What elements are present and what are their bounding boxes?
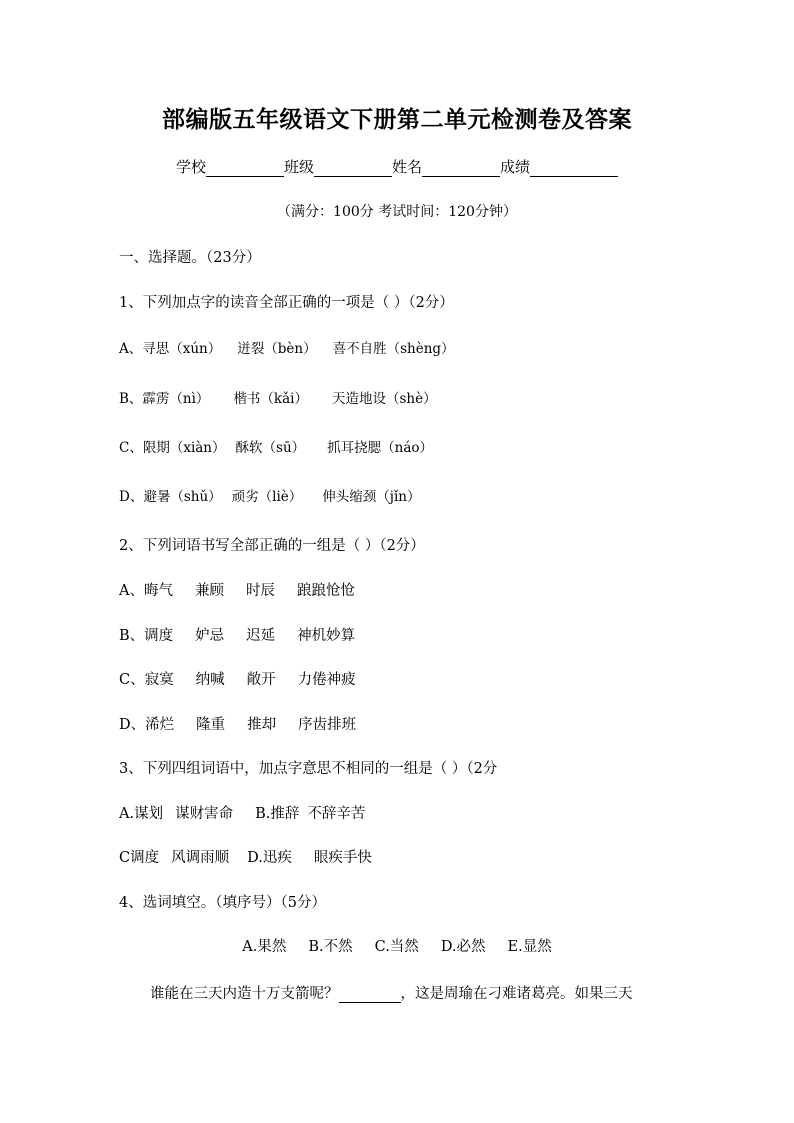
- word-option: A.果然: [242, 939, 287, 955]
- option-text: A、寻思（xún）: [119, 341, 222, 357]
- grade-blank: [530, 160, 618, 177]
- q1-option-b: [119, 387, 437, 407]
- class-blank: [314, 160, 392, 177]
- q3-row-1: [119, 802, 365, 823]
- option-text: C、寂寞: [119, 672, 174, 688]
- q3-row-2: [119, 846, 372, 867]
- option-text: 妒忌: [195, 628, 225, 644]
- q2-option-c: [119, 668, 356, 689]
- option-text: D、避暑（shǔ）: [119, 489, 222, 505]
- grade-label: 成绩: [500, 158, 531, 176]
- score-time-line: （满分：100分 考试时间：120分钟）: [277, 204, 517, 220]
- option-text: 楷书（kǎi）: [233, 391, 308, 407]
- option-text: 天造地设（shè）: [331, 391, 437, 407]
- option-text: 不辞辛苦: [307, 806, 366, 822]
- word-option: E.显然: [507, 939, 552, 955]
- class-label: 班级: [283, 158, 314, 176]
- q4-word-options: [0, 935, 794, 956]
- name-blank: [422, 160, 500, 177]
- option-text: 喜不自胜（shèng）: [332, 341, 455, 357]
- word-option: C.当然: [374, 939, 419, 955]
- passage-text: ，这是周瑜在刁难诸葛亮。如果三天: [400, 986, 633, 1002]
- option-text: 纳喊: [195, 672, 225, 688]
- option-text: C调度: [119, 850, 160, 866]
- section-heading: 一、选择题。（23分）: [119, 250, 261, 266]
- option-text: 力倦神疲: [297, 672, 356, 688]
- passage-text: 谁能在三天内造十万支箭呢？: [150, 986, 339, 1002]
- q1-option-c: [119, 436, 433, 456]
- question-1-stem: 1、下列加点字的读音全部正确的一项是（ ）（2分）: [119, 295, 454, 311]
- option-text: 抓耳挠腮（náo）: [327, 440, 434, 456]
- q2-option-b: [119, 624, 355, 645]
- option-text: 兼顾: [194, 583, 224, 599]
- option-text: B、调度: [119, 628, 174, 644]
- q4-passage-line: [150, 982, 633, 1003]
- option-text: B、霹雳（nì）: [119, 391, 210, 407]
- q1-option-a: [119, 337, 455, 357]
- question-2-stem: 2、下列词语书写全部正确的一组是（ ）（2分）: [119, 538, 425, 554]
- question-4-stem: 4、选词填空。（填序号）（5分）: [119, 895, 326, 911]
- option-text: A.谋划: [119, 806, 164, 822]
- option-text: 风调雨顺: [171, 850, 230, 866]
- option-text: 迟延: [246, 628, 276, 644]
- fill-blank[interactable]: [339, 988, 401, 1003]
- option-text: 隆重: [196, 717, 226, 733]
- option-text: D.迅疾: [247, 850, 292, 866]
- option-text: B.推辞: [255, 806, 300, 822]
- option-text: C、限期（xiàn）: [119, 440, 226, 456]
- option-text: D、浠烂: [119, 717, 175, 733]
- option-text: 伸头缩颈（jǐn）: [322, 489, 421, 505]
- page-title: 部编版五年级语文下册第二单元检测卷及答案: [162, 106, 632, 133]
- option-text: 谋财害命: [175, 806, 234, 822]
- q2-option-a: [119, 579, 355, 600]
- option-text: 眼疾手快: [313, 850, 372, 866]
- option-text: 踉踉怆怆: [296, 583, 355, 599]
- option-text: 序齿排班: [298, 717, 357, 733]
- option-text: 神机妙算: [297, 628, 356, 644]
- option-text: 迸裂（bèn）: [237, 341, 317, 357]
- option-text: 敞开: [246, 672, 276, 688]
- name-label: 姓名: [392, 158, 423, 176]
- option-text: A、晦气: [119, 583, 173, 599]
- student-info-line: [0, 156, 794, 177]
- question-3-stem: 3、下列四组词语中，加点字意思不相同的一组是（ ）（2分: [119, 761, 498, 777]
- school-label: 学校: [175, 158, 206, 176]
- option-text: 推却: [247, 717, 277, 733]
- option-text: 时辰: [245, 583, 275, 599]
- word-option: D.必然: [440, 939, 486, 955]
- word-option: B.不然: [308, 939, 353, 955]
- option-text: 酥软（sū）: [235, 440, 306, 456]
- option-text: 顽劣（liè）: [231, 489, 303, 505]
- q2-option-d: [119, 713, 356, 734]
- school-blank: [206, 160, 284, 177]
- q1-option-d: [119, 485, 420, 505]
